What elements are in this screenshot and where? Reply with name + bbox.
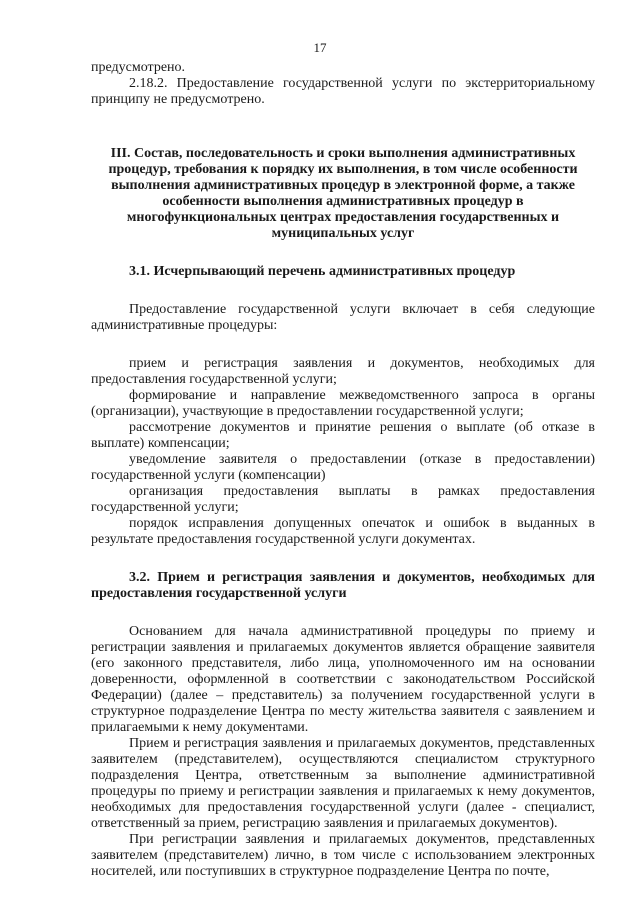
procedure-item: формирование и направление межведомственного запроса в органы (организации), участвующие в предоставлении государственной услуги; [91, 388, 595, 419]
procedure-item: организация предоставления выплаты в рамках предоставления государственной услуги; [91, 484, 595, 515]
section-3-title-text: III. Состав, последовательность и сроки выполнения административных процедур, требования к порядку их выполнения, в том числе особенности выполнения административных процедур в электронной форме, а также особенности выполнения административных процедур в многофункциональных центрах предоставления государственных и муниципальных услуг [108, 146, 578, 241]
continued-text: предусмотрено. [91, 60, 186, 75]
section-3-title [91, 146, 595, 242]
procedure-item: рассмотрение документов и принятие решения о выплате (об отказе в выплате) компенсации; [91, 420, 595, 451]
procedure-item: прием и регистрация заявления и документов, необходимых для предоставления государственной услуги; [91, 356, 595, 387]
procedure-item: уведомление заявителя о предоставлении (отказе в предоставлении) государственной услуги (компенсации) [91, 452, 595, 483]
paragraph-2-18-2: 2.18.2. Предоставление государственной услуги по экстерриториальному принципу не предусмотрено. [91, 76, 595, 107]
section-3-1-heading: 3.1. Исчерпывающий перечень административных процедур [129, 264, 516, 279]
section-3-2-heading: 3.2. Прием и регистрация заявления и документов, необходимых для предоставления государственной услуги [91, 570, 595, 601]
section-3-2-paragraph: Основанием для начала административной процедуры по приему и регистрации заявления и прилагаемых документов является обращение заявителя (его законного представителя, либо лица, уполномоченного им на основании доверенности, оформленной в соответствии с законодательством Российской Федерации) (далее – представитель) за получением государственной услуги в структурное подразделение Центра по месту жительства заявителя с заявлением и прилагаемыми к нему документами. [91, 624, 595, 735]
section-3-2-paragraph: Прием и регистрация заявления и прилагаемых документов, представленных заявителем (представителем), осуществляются специалистом структурного подразделения Центра, ответственным за выполнение административной процедуры по приему и регистрации заявления и прилагаемых к нему документов, необходимых для предоставления государственной услуги (далее - специалист, ответственный за прием, регистрацию заявления и прилагаемых документов). [91, 736, 595, 831]
procedure-item: порядок исправления допущенных опечаток и ошибок в выданных в результате предоставления государственной услуги документах. [91, 516, 595, 547]
section-3-1-intro: Предоставление государственной услуги включает в себя следующие административные процедуры: [91, 302, 595, 333]
page-number: 17 [313, 40, 327, 55]
section-3-2-paragraph: При регистрации заявления и прилагаемых документов, представленных заявителем (представителем) лично, в том числе с использованием электронных носителей, или поступивших в структурное подразделение Центра по почте, [91, 832, 595, 879]
page-content [91, 60, 595, 880]
